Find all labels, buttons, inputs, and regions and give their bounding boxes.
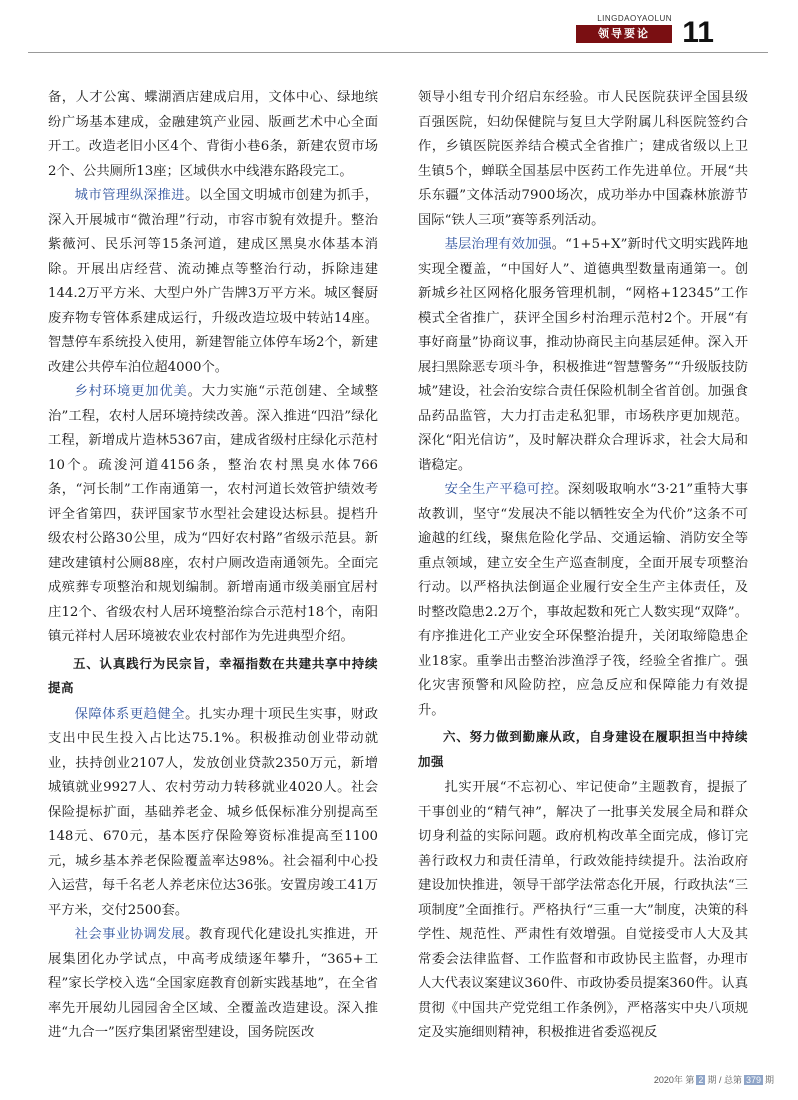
paragraph-lead: 保障体系更趋健全 [74,706,186,722]
column-pinyin: LINGDAOYAOLUN [597,14,672,23]
page-header [568,12,768,48]
page-number: 11 [682,16,714,49]
paragraph: 备，人才公寓、蝶湖酒店建成启用，文体中心、绿地缤纷广场基本建成，金融建筑产业园、版画艺术中心全面开工。改造老旧小区4个、背街小巷6条，新建农贸市场2个、公共厕所13座；区域供水中线港东路段完工。 [48,90,378,179]
issue-number: 2 [698,1075,704,1085]
paragraph: 基层治理有效加强。“1+5+X”新时代文明实践阵地实现全覆盖，“中国好人”、道德典型数量南通第一。创新城乡社区网格化服务管理机制，“网格+12345”工作模式全省推广，获评全国乡村治理示范村2个。开展“有事好商量”协商议事，推动协商民主向基层延伸。深入开展扫黑除恶专项斗争，积极推进“智慧警务”“升级版技防城”建设，社会治安综合责任保险机制全省首创。加强食品药品监管，大力打击走私犯罪，市场秩序更加规范。深化“阳光信访”，及时解决群众合理诉求，社会大局和谐稳定。 [418,237,749,473]
left-column [48,86,378,1046]
paragraph: 安全生产平稳可控。深刻吸取响水“3·21”重特大事故教训，坚守“发展决不能以牺牲安全为代价”这条不可逾越的红线，聚焦危险化学品、交通运输、消防安全等重点领域，建立安全生产巡查制度，全面开展专项整治行动。以严格执法倒逼企业履行安全生产主体责任，及时整改隐患2.2万个，事故起数和死亡人数实现“双降”。有序推进化工产业安全环保整治提升，关闭取缔隐患企业18家。重拳出击整治涉渔浮子筏，经验全省推广。强化灾害预警和风险防控，应急反应和保障能力有效提升。 [418,482,749,718]
header-rule [28,52,768,53]
paragraph-lead: 基层治理有效加强 [444,237,552,252]
paragraph: 领导小组专刊介绍启东经验。市人民医院获评全国县级百强医院，妇幼保健院与复旦大学附属儿科医院签约合作，乡镇医院医养结合模式全省推广；建成省级以上卫生镇5个，蝉联全国基层中医药工作先进单位。开展“共乐东疆”文体活动7900场次，成功举办中国森林旅游节国际“铁人三项”赛等系列活动。 [418,90,748,228]
section-heading: 五、认真践行为民宗旨，幸福指数在共建共享中持续提高 [48,655,378,695]
column-title: 领导要论 [598,27,650,40]
section-heading: 六、努力做到勤廉从政，自身建设在履职担当中持续加强 [418,729,748,769]
paragraph-lead: 社会事业协调发展 [74,927,186,942]
page-footer: 2020年 第 2 期 / 总第 379 期 [653,1075,774,1085]
paragraph-lead: 乡村环境更加优美 [74,384,188,399]
footer-year: 2020年 [653,1075,683,1085]
paragraph-lead: 安全生产平稳可控 [444,482,555,497]
right-column [418,86,748,1046]
paragraph: 扎实开展“不忘初心、牢记使命”主题教育，提振了干事创业的“精气神”，解决了一批事关发展全局和群众切身利益的实际问题。政府机构改革全面完成，修订完善行政权力和责任清单，行政效能持续提升。法治政府建设加快推进，领导干部学法常态化开展，行政执法“三项制度”全面推行。严格执行“三重一大”制度，决策的科学性、规范性、严肃性有效增强。自觉接受市人大及其常委会法律监督、工作监督和市政协民主监督，办理市人大代表议案建议360件、市政协委员提案360件。认真贯彻《中国共产党党组工作条例》，严格落实中央八项规定及实施细则精神，积极推进省委巡视反 [418,780,748,1040]
paragraph: 保障体系更趋健全。扎实办理十项民生实事，财政支出中民生投入占比达75.1%。积极推动创业带动就业，扶持创业2107人，发放创业贷款2350万元，新增城镇就业9927人、农村劳动力转移就业4020人。社会保险提标扩面，基础养老金、城乡低保标准分别提高至148元、670元，基本医疗保险筹资标准提高至1100元，城乡基本养老保险覆盖率达98%。社会福利中心投入运营，每千名老人养老床位达36张。安置房竣工41万平方米，交付2500套。 [48,706,379,918]
paragraph-lead: 城市管理纵深推进 [74,188,186,203]
paragraph: 社会事业协调发展。教育现代化建设扎实推进，开展集团化办学试点，中高考成绩逐年攀升，“365+工程”家长学校入选“全国家庭教育创新实践基地”，在全省率先开展幼儿园园舍全区域、全覆盖改造建设。深入推进“九合一”医疗集团紧密型建设，国务院医改 [48,927,379,1040]
paragraph: 乡村环境更加优美。大力实施“示范创建、全域整治”工程，农村人居环境持续改善。深入推进“四沿”绿化工程，新增成片造林5367亩，建成省级村庄绿化示范村10个。疏浚河道4156条，整治农村黑臭水体766条，“河长制”工作南通第一，农村河道长效管护绩效考评全省第四，获评国家节水型社会建设达标县。提档升级农村公路30公里，成为“四好农村路”省级示范县。新建改建镇村公厕88座，农村户厕改造南通领先。全面完成殡葬专项整治和规划编制。新增南通市级美丽宜居村庄12个、省级农村人居环境整治综合示范村18个，南阳镇元祥村人居环境被农业农村部作为先进典型介绍。 [48,384,378,644]
paragraph: 城市管理纵深推进。以全国文明城市创建为抓手，深入开展城市“微治理”行动，市容市貌有效提升。整治紫薇河、民乐河等15条河道，建成区黑臭水体基本消除。开展出店经营、流动摊点等整治行动，拆除违建144.2万平方米、大型户外广告牌3万平方米。城区餐厨废弃物专管体系建成运行，升级改造垃圾中转站14座。智慧停车系统投入使用，新建智能立体停车场2个，新建改建公共停车泊位超4000个。 [48,188,379,375]
total-issue-number: 379 [745,1075,761,1085]
